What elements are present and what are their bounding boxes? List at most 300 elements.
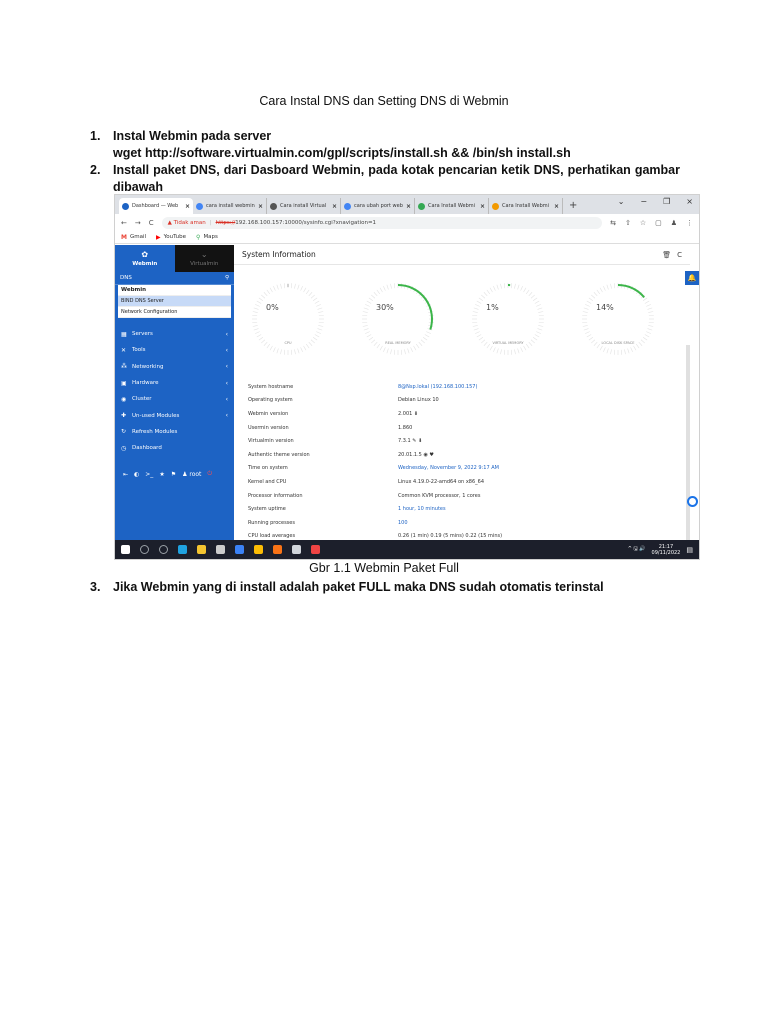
info-key: System hostname [248,383,294,390]
chevron-left-icon: ‹ [225,412,228,420]
url-scheme: https:// [215,219,236,226]
gauge-tick [529,292,532,296]
gauge-tick [255,304,260,306]
info-row [248,475,678,489]
chevron-down-icon: ⌄ [200,250,208,259]
favicon-icon [270,203,277,210]
gauge-tick [267,290,270,294]
gauge-tick [259,337,263,340]
dashboard-icon: ◷ [121,444,127,452]
gauge-tick [277,285,279,290]
gauge-dial [248,279,328,359]
gauge-tick [501,284,502,289]
gauge-tick [291,350,292,355]
gauge-tick [362,322,367,323]
gauge-tick [383,286,385,291]
gauge-tick [504,283,505,288]
document-title: Cara Instal DNS dan Setting DNS di Webmin [259,94,509,108]
info-key: Virtualmin version [248,438,294,445]
gauge-tick [318,312,323,313]
not-secure-warning[interactable]: ▲ Tidak aman [167,219,206,226]
step-2 [90,162,680,196]
servers-icon: ▦ [121,330,127,338]
info-value: Common KVM processor, 1 cores [398,492,481,499]
theme-toggle-icon[interactable]: ◐ [134,470,140,478]
gauge-tick [313,337,317,340]
gauge-tick [257,335,261,338]
gauge-tick [518,348,520,353]
step-3 [90,579,680,596]
gauge-tick [584,308,589,310]
reload-icon[interactable]: C [148,218,154,227]
info-row [248,434,678,448]
install-icon[interactable]: ⇧ [624,218,631,227]
profile-icon[interactable]: ♟ [670,218,677,227]
gauge-tick [380,288,383,292]
explorer-icon[interactable] [197,545,206,554]
gauge-tick [648,312,653,313]
gauge-tick [364,329,369,331]
close-window-icon[interactable]: × [686,197,693,206]
info-key: Operating system [248,397,293,404]
gauge-tick [253,325,258,326]
gauge-tick [481,295,485,298]
gauge-tick [597,290,600,294]
info-row [248,421,678,435]
gauge-tick [294,284,295,289]
url-text: 192.168.100.157:10000/sysinfo.cgi?xnavigation=1 [235,219,377,226]
gauge-dial [578,279,658,359]
back-icon[interactable]: ← [121,218,127,227]
scrollbar[interactable] [686,345,690,542]
sidebar-item-networking[interactable] [115,359,234,375]
gauge-tick [490,346,493,350]
browser-tab[interactable] [415,198,489,214]
window-controls [618,197,693,206]
tab-label: cara ubah port web [354,203,403,209]
gauge-tick [259,298,263,301]
gauge-tick [521,286,523,291]
gauge-tick [253,312,258,313]
gauge-tick [363,325,368,326]
info-key: Running processes [248,519,295,526]
gauge-tick [603,286,605,291]
close-tab-icon[interactable]: × [331,202,337,210]
refresh-icon[interactable]: C [677,250,682,259]
gauge-tick [535,335,539,338]
info-value[interactable]: 100 [398,519,408,526]
info-row [248,380,678,394]
gauge-tick [255,332,260,334]
step-text: Jika Webmin yang di install adalah paket FULL maka DNS sudah otomatis terinstal [113,580,604,594]
search-result-bind-dns[interactable]: BIND DNS Server [118,296,231,307]
gauge-label: CPU [284,341,292,345]
gauge-tick [301,347,303,352]
sidebar-item-label: Dashboard [132,445,162,452]
gauge-tick [538,325,543,326]
gauge-tick [316,332,321,334]
gauge-tick [583,312,588,313]
gauge-tick [524,288,527,292]
edge-icon[interactable] [178,545,187,554]
gauge-tick [362,315,367,316]
step-text-pre: Install paket DNS, dari [113,163,251,177]
terminal-icon[interactable]: >_ [145,470,154,478]
gauge-tick [284,283,285,288]
floating-action-icon[interactable] [687,496,698,507]
sidebar-item-servers[interactable] [115,326,234,342]
gauge-tick [273,347,275,352]
gauge-tick [600,346,603,350]
sidebar-item-label: Cluster [132,396,152,403]
gauge-tick [475,332,480,334]
gauge-tick [374,292,377,296]
gauge-tick [539,315,544,316]
gauge-tick [628,348,630,353]
gauge-tick [497,348,499,353]
gauge-tick [521,347,523,352]
info-key: Authentic theme version [248,451,310,458]
sidebar-item-hardware[interactable] [115,375,234,391]
gauge-tick [401,350,402,355]
system-info-table [248,380,678,543]
gauge-tick [490,288,493,292]
favicon-icon [196,203,203,210]
gauge-tick [383,347,385,352]
system-tray[interactable]: ^ 🖫 🔊 [627,545,646,552]
favorites-icon[interactable]: ★ [159,470,165,478]
gauge-tick [531,295,535,298]
gauge-label: LOCAL DISK SPACE [601,341,635,345]
search-icon[interactable] [140,545,149,554]
tab-label: Cara Install Webmi [502,203,550,209]
gauge-real-memory [358,279,438,359]
share-icon[interactable]: ⇆ [610,218,616,227]
search-results [118,285,231,318]
sidebar-item-refresh-modules[interactable] [115,424,234,440]
page-title: System Information [242,250,316,259]
app-blue-icon[interactable] [235,545,244,554]
bookmark-maps[interactable] [196,234,218,241]
sidebar-item-dashboard[interactable] [115,440,234,456]
notification-bell-icon[interactable]: 🔔 [685,271,699,285]
gauge-tick [380,346,383,350]
gauge-tick [585,304,590,306]
gauge-tick [291,283,292,288]
sidebar-search-input[interactable] [115,272,234,285]
bookmarks-bar [115,231,699,244]
gauge-tick [477,301,481,304]
gauge-tick [538,312,543,313]
info-value: 20.01.1.5 ◉ ♥ [398,451,434,458]
address-bar-row [115,214,699,231]
forward-icon[interactable]: → [134,218,141,227]
info-value: 2.001 ⬇ [398,410,419,417]
browser-tab[interactable] [267,198,341,214]
gauge-tick [477,335,481,338]
gauge-tick [387,285,389,290]
gauge-tick [589,298,593,301]
gauge-tick [411,347,413,352]
gauge-tick [518,285,520,290]
gauge-tick [364,308,369,310]
notification-icon[interactable]: ▤ [686,545,693,554]
logout-icon[interactable]: ⏻ [207,470,213,478]
maps-icon: ⚲ [196,233,201,241]
sidebar-footer [115,470,234,478]
close-tab-icon[interactable]: × [553,202,559,210]
info-value: 0.26 (1 min) 0.19 (5 mins) 0.22 (15 mins) [398,533,503,540]
install-command: wget http://software.virtualmin.com/gpl/scripts/install.sh && /bin/sh install.sh [113,146,571,160]
store-icon[interactable] [216,545,225,554]
close-tab-icon[interactable]: × [257,202,263,210]
gauge-tick [363,312,368,313]
gauge-tick [631,347,633,352]
gauge-arc [398,285,432,330]
main-panel [234,245,690,542]
gauge-tick [281,349,282,354]
browser-tab[interactable] [341,198,415,214]
info-value[interactable]: Wednesday, November 9, 2022 9:17 AM [398,465,499,472]
info-value[interactable]: 1 hour, 10 minutes [398,506,446,513]
browser-tab[interactable] [489,198,563,214]
chevron-left-icon: ‹ [225,379,228,387]
gauge-tick [472,322,477,323]
gauge-tick [252,322,257,323]
gauge-tick [614,350,615,355]
gauge-tick [479,337,483,340]
info-key: CPU load averages [248,533,296,540]
info-value[interactable]: 8@Nsp.lokal (192.168.100.157) [398,383,478,390]
info-value: Debian Linux 10 [398,397,439,404]
gauge-tick [484,292,487,296]
clock[interactable] [652,544,681,556]
sidepanel-icon[interactable]: ▢ [655,218,662,227]
gauge-tick [533,298,537,301]
info-row [248,407,678,421]
gauge-tick [487,290,490,294]
gauge-tick [603,347,605,352]
gauge-tick [582,315,587,316]
close-tab-icon[interactable]: × [405,202,411,210]
gauge-tick [423,337,427,340]
maximize-icon[interactable]: ❐ [663,197,671,206]
gauge-label: REAL MEMORY [385,341,411,345]
gauge-tick [319,315,324,316]
gauge-tick [501,349,502,354]
search-icon[interactable]: ⚲ [224,275,229,281]
gauge-tick [504,350,505,355]
minimize-icon[interactable]: − [640,197,648,206]
gauge-tick [284,350,285,355]
favicon-icon [492,203,499,210]
gauge-tick [316,304,321,306]
app-orange-icon[interactable] [273,545,282,554]
gauge-tick [594,292,597,296]
gauge-tick [645,335,649,338]
gauge-tick [472,315,477,316]
gauge-tick [611,349,612,354]
url-field[interactable]: ▲ Tidak aman | https:// 192.168.100.157:10000/sysinfo.cgi?xnavigation=1 [162,217,602,229]
gauge-tick [643,298,647,301]
start-icon[interactable] [121,545,130,554]
gauge-tick [473,325,478,326]
gauge-tick [614,283,615,288]
gauge-tick [587,335,591,338]
info-row [248,489,678,503]
gauge-tick [649,315,654,316]
info-row [248,448,678,462]
gauge-tick [591,295,595,298]
info-key: Webmin version [248,410,289,417]
webmin-sidebar [115,245,234,542]
info-row [248,462,678,476]
gauge-tick [493,347,495,352]
bookmark-star-icon[interactable]: ☆ [639,218,647,227]
browser-tab-bar [115,195,699,214]
gauge-tick [475,304,480,306]
chrome-icon[interactable] [254,545,263,554]
gauge-local-disk-space [578,279,658,359]
step-text-post: , pada kotak pencarian ketik DNS, perhatikan gambar dibawah [113,163,680,194]
app-red-icon[interactable] [311,545,320,554]
gauge-tick [511,350,512,355]
gauge-value: 1% [486,303,499,312]
step-number: 1. [90,129,101,143]
gauge-tick [647,308,652,310]
menu-icon[interactable]: ⋮ [686,218,693,227]
close-tab-icon[interactable]: × [184,202,190,210]
gauge-tick [318,325,323,326]
bookmark-label: Gmail [129,234,147,240]
gauge-tick [298,348,300,353]
gauges [234,279,690,359]
gauge-tick [474,329,479,331]
network-app-icon[interactable] [292,545,301,554]
bookmark-gmail[interactable] [121,234,146,241]
gauge-tick [270,346,273,350]
search-result-heading: Webmin [118,285,231,296]
step-number: 3. [90,580,101,594]
gauge-tick [317,308,322,310]
info-key: Processor information [248,492,303,499]
webmin-logo-icon: ✿ [141,250,149,259]
sidebar-item-label: Networking [132,363,164,370]
gauge-tick [600,288,603,292]
gauge-tick [514,349,515,354]
gauge-tick [634,346,637,350]
gauge-value: 14% [596,303,614,312]
tab-label: cara install webmin [206,203,255,209]
gauge-value: 30% [376,303,394,312]
bookmark-youtube[interactable] [156,234,186,241]
search-result-network-config[interactable]: Network Configuration [118,307,231,318]
gauge-tick [536,304,541,306]
gauge-tick [621,350,622,355]
gauge-tick [645,301,649,304]
gauge-tick [624,349,625,354]
gauge-tick [479,298,483,301]
task-view-icon[interactable] [159,545,168,554]
gauge-tick [315,301,319,304]
tab-webmin-label: Webmin [132,261,158,267]
gauge-tick [583,325,588,326]
tab-webmin[interactable] [115,245,175,272]
figure-caption: Gbr 1.1 Webmin Paket Full [309,561,459,575]
tab-virtualmin[interactable] [175,245,235,272]
gauge-label: VIRTUAL MEMORY [492,341,524,345]
gauge-tick [304,288,307,292]
gauge-tick [273,286,275,291]
gauge-tick [425,335,429,338]
trash-icon[interactable]: 🗑 [662,250,672,259]
gauge-tick [646,332,651,334]
gauge-arc [618,285,644,297]
gauge-tick [371,295,375,298]
gauge-tick [537,308,542,310]
step-text: Instal Webmin pada server [113,129,272,143]
gauge-tick [387,348,389,353]
gauge-tick [584,329,589,331]
tab-virtualmin-label: Virtualmin [190,261,219,267]
bookmark-label: Maps [203,234,218,240]
tab-search-icon[interactable]: ⌄ [617,197,625,206]
search-value: DNS [120,275,132,281]
gauge-tick [391,349,392,354]
gauge-tick [270,288,273,292]
gauge-tick [408,348,410,353]
new-tab-button[interactable]: + [569,200,578,211]
gauge-tick [647,329,652,331]
sidebar-menu [115,326,234,456]
favicon-icon [418,203,425,210]
user-menu[interactable]: ♟ root [182,470,202,478]
youtube-icon: ▶ [156,233,161,241]
close-tab-icon[interactable]: × [479,202,485,210]
gauge-tick [301,286,303,291]
gauge-tick [369,298,373,301]
webmin-screenshot [114,194,700,560]
chevron-left-icon: ‹ [225,395,228,403]
sidebar-item-tools[interactable] [115,342,234,358]
gauge-tick [298,285,300,290]
gauge-tick [377,290,380,294]
bookmark-label: YouTube [163,234,187,240]
info-key: Kernel and CPU [248,478,287,485]
settings-icon[interactable]: ⚑ [170,470,177,478]
gauge-tick [313,298,317,301]
gauge-tick [611,284,612,289]
step-text-bold: Dasboard Webmin [250,163,361,177]
step-1 [90,128,680,162]
hardware-icon: ▣ [121,379,127,387]
sidebar-item-cluster[interactable] [115,391,234,407]
browser-tab[interactable] [193,198,267,214]
info-row [248,394,678,408]
sidebar-item-un-used-modules[interactable] [115,407,234,423]
gauge-tick [535,301,539,304]
gauge-tick [607,348,609,353]
info-key: System uptime [248,506,286,513]
info-value: 7.3.1 ✎ ⬇ [398,438,423,445]
browser-tab[interactable] [119,198,193,214]
collapse-icon[interactable]: ⇤ [123,470,129,478]
gauge-tick [533,337,537,340]
gauge-tick [649,322,654,323]
clock-date: 09/11/2022 [651,549,681,556]
gauge-tick [511,283,512,288]
favicon-icon [122,203,129,210]
